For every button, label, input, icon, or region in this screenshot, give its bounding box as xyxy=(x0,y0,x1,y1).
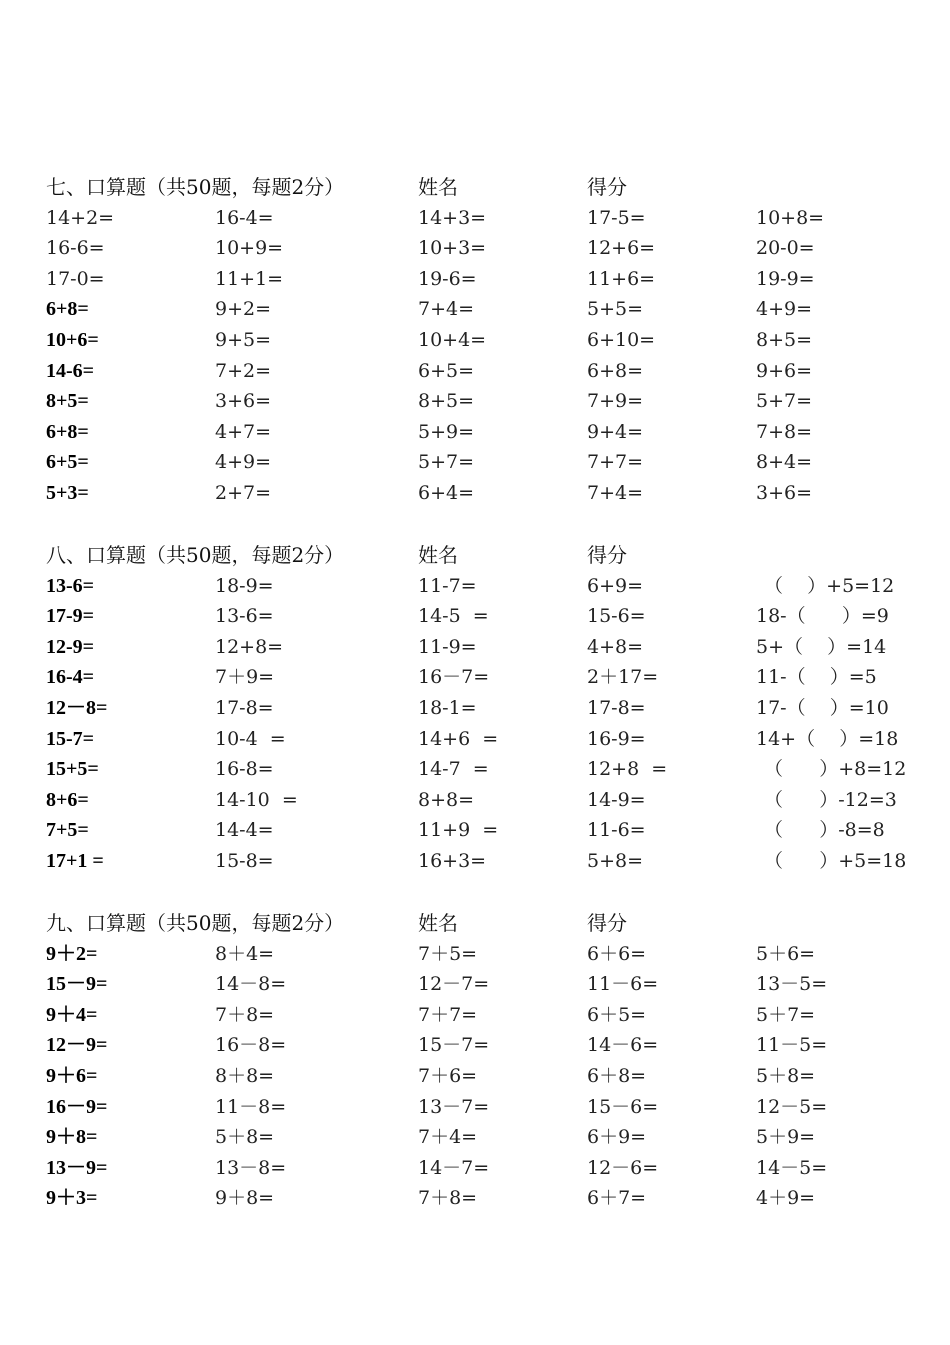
problem-cell: 16-4= xyxy=(46,666,95,689)
problem-cell: 17-8= xyxy=(587,696,646,719)
problem-cell: 5＋7= xyxy=(756,1003,816,1026)
problem-row xyxy=(0,386,950,417)
problem-cell: 8＋8= xyxy=(215,1064,275,1087)
problem-cell: 5＋8= xyxy=(215,1126,275,1149)
problem-cell: 8+5= xyxy=(756,328,813,351)
problem-row xyxy=(0,815,950,846)
score-label: 得分 xyxy=(587,543,627,567)
problem-cell: （ ）-12=3 xyxy=(764,788,897,811)
problem-cell: 2＋17= xyxy=(587,666,659,689)
problem-cell: 6+5= xyxy=(418,359,475,382)
problem-cell: 7＋8= xyxy=(215,1003,275,1026)
problem-cell: 17-9= xyxy=(46,605,95,628)
problem-cell: 6+9= xyxy=(587,574,644,597)
problem-cell: 13－8= xyxy=(215,1156,287,1179)
problem-cell: 12+8= xyxy=(215,635,284,658)
problem-cell: 14－7= xyxy=(418,1156,490,1179)
section-title: 九、口算题（共50题，每题2分） xyxy=(46,911,345,935)
problem-cell: 16-6= xyxy=(46,237,105,260)
problem-cell: 14-10 = xyxy=(215,788,298,811)
problem-row xyxy=(0,969,950,1000)
problem-cell: 11-9= xyxy=(418,635,477,658)
problem-cell: 11-6= xyxy=(587,819,646,842)
problem-cell: 15-8= xyxy=(215,849,274,872)
problem-cell: 5+3= xyxy=(46,481,89,504)
problem-cell: 5＋8= xyxy=(756,1064,816,1087)
problem-cell: 12－6= xyxy=(587,1156,659,1179)
problem-cell: 6+8= xyxy=(46,420,89,443)
problem-cell: 9+6= xyxy=(756,359,813,382)
problem-cell: 2+7= xyxy=(215,481,272,504)
problem-cell: 9＋6= xyxy=(46,1064,98,1087)
problem-cell: （ ）+5=18 xyxy=(764,849,907,872)
problem-row xyxy=(0,233,950,264)
problem-row xyxy=(0,724,950,755)
problem-cell: 12+8 = xyxy=(587,758,668,781)
problem-cell: 7＋4= xyxy=(418,1126,478,1149)
problem-cell: 18-（ ）=9 xyxy=(756,605,889,628)
problem-cell: 9+5= xyxy=(215,328,272,351)
problem-cell: 10+9= xyxy=(215,237,284,260)
problem-cell: 19-9= xyxy=(756,267,815,290)
problem-cell: 17+1 = xyxy=(46,849,104,872)
problem-row xyxy=(0,632,950,663)
problem-cell: 18-9= xyxy=(215,574,274,597)
problem-cell: 11+6= xyxy=(587,267,656,290)
problem-cell: 7+4= xyxy=(587,481,644,504)
problem-cell: （ ）-8=8 xyxy=(764,819,885,842)
problem-cell: 16－8= xyxy=(215,1034,287,1057)
problem-cell: 7+5= xyxy=(46,819,89,842)
problem-cell: 17-（ ）=10 xyxy=(756,696,889,719)
problem-row xyxy=(0,417,950,448)
problem-cell: 10+6= xyxy=(46,328,99,351)
problem-row xyxy=(0,294,950,325)
problem-cell: 9+2= xyxy=(215,298,272,321)
section-header xyxy=(0,172,950,203)
problem-row xyxy=(0,356,950,387)
problem-cell: 3+6= xyxy=(215,390,272,413)
section-8 xyxy=(0,540,950,877)
name-label: 姓名 xyxy=(418,543,458,567)
problem-cell: 11－5= xyxy=(756,1034,828,1057)
section-title: 七、口算题（共50题，每题2分） xyxy=(46,175,345,199)
problem-cell: 12－5= xyxy=(756,1095,828,1118)
problem-cell: 12－9= xyxy=(46,1034,108,1057)
problem-cell: 20-0= xyxy=(756,237,815,260)
problem-cell: 14+6 = xyxy=(418,727,499,750)
problem-cell: 3+6= xyxy=(756,481,813,504)
problem-cell: 16-9= xyxy=(587,727,646,750)
score-label: 得分 xyxy=(587,175,627,199)
problem-cell: 14－6= xyxy=(587,1034,659,1057)
problem-cell: 14+3= xyxy=(418,206,487,229)
problem-cell: 6＋5= xyxy=(587,1003,647,1026)
problem-row xyxy=(0,1030,950,1061)
problem-row xyxy=(0,325,950,356)
problem-cell: 6+8= xyxy=(46,298,89,321)
problem-cell: 12-9= xyxy=(46,635,95,658)
problem-cell: 7+8= xyxy=(756,420,813,443)
score-label: 得分 xyxy=(587,911,627,935)
section-header xyxy=(0,540,950,571)
problem-cell: 7+7= xyxy=(587,451,644,474)
problem-cell: 14-9= xyxy=(587,788,646,811)
problem-cell: 14+2= xyxy=(46,206,115,229)
problem-row xyxy=(0,1061,950,1092)
problem-cell: 6+10= xyxy=(587,328,656,351)
problem-cell: 12－7= xyxy=(418,973,490,996)
problem-row xyxy=(0,662,950,693)
problem-cell: 4+7= xyxy=(215,420,272,443)
problem-row xyxy=(0,601,950,632)
problem-cell: 7＋5= xyxy=(418,942,478,965)
problem-row xyxy=(0,264,950,295)
problem-cell: 16－7= xyxy=(418,666,490,689)
problem-row xyxy=(0,1122,950,1153)
problem-row xyxy=(0,447,950,478)
problem-cell: 7＋8= xyxy=(418,1187,478,1210)
problem-cell: 11-（ ）=5 xyxy=(756,666,877,689)
problem-cell: 8+5= xyxy=(418,390,475,413)
problem-cell: 8+6= xyxy=(46,788,89,811)
problem-cell: 7＋7= xyxy=(418,1003,478,1026)
problem-cell: 16－9= xyxy=(46,1095,108,1118)
problem-cell: 5＋9= xyxy=(756,1126,816,1149)
problem-row xyxy=(0,1092,950,1123)
problem-cell: 10+4= xyxy=(418,328,487,351)
name-label: 姓名 xyxy=(418,911,458,935)
problem-cell: 16-4= xyxy=(215,206,274,229)
section-7 xyxy=(0,172,950,509)
problem-row xyxy=(0,203,950,234)
problem-row xyxy=(0,939,950,970)
problem-cell: 9＋8= xyxy=(46,1126,98,1149)
problem-cell: 15－9= xyxy=(46,973,108,996)
problem-cell: 4+9= xyxy=(215,451,272,474)
problem-cell: 9＋4= xyxy=(46,1003,98,1026)
problem-cell: 9＋2= xyxy=(46,942,98,965)
problem-cell: 11+1= xyxy=(215,267,284,290)
section-9 xyxy=(0,908,950,1214)
problem-cell: 8＋4= xyxy=(215,942,275,965)
problem-row xyxy=(0,846,950,877)
problem-cell: 9＋3= xyxy=(46,1187,98,1210)
problem-row xyxy=(0,1153,950,1184)
problem-cell: 5+9= xyxy=(418,420,475,443)
problem-cell: 13－5= xyxy=(756,973,828,996)
problem-cell: 15+5= xyxy=(46,758,99,781)
problem-row xyxy=(0,693,950,724)
problem-cell: 6＋7= xyxy=(587,1187,647,1210)
problem-cell: 6＋8= xyxy=(587,1064,647,1087)
problem-cell: 4+8= xyxy=(587,635,644,658)
problem-cell: 13－9= xyxy=(46,1156,108,1179)
problem-cell: 15-6= xyxy=(587,605,646,628)
problem-cell: 5+7= xyxy=(756,390,813,413)
problem-cell: 10+3= xyxy=(418,237,487,260)
problem-cell: 5＋6= xyxy=(756,942,816,965)
problem-cell: （ ）+8=12 xyxy=(764,758,907,781)
problem-cell: 14-7 = xyxy=(418,758,489,781)
problem-cell: 11－8= xyxy=(215,1095,287,1118)
problem-row xyxy=(0,754,950,785)
problem-cell: 6+5= xyxy=(46,451,89,474)
problem-cell: 18-1= xyxy=(418,696,477,719)
problem-row xyxy=(0,785,950,816)
problem-cell: 15－7= xyxy=(418,1034,490,1057)
problem-cell: 4＋9= xyxy=(756,1187,816,1210)
problem-cell: 14-4= xyxy=(215,819,274,842)
problem-cell: 13-6= xyxy=(215,605,274,628)
problem-cell: 13－7= xyxy=(418,1095,490,1118)
problem-cell: 5+（ ）=14 xyxy=(756,635,887,658)
problem-cell: 14－5= xyxy=(756,1156,828,1179)
problem-cell: 14－8= xyxy=(215,973,287,996)
problem-cell: 11－6= xyxy=(587,973,659,996)
problem-cell: 7＋9= xyxy=(215,666,275,689)
problem-cell: 14-6= xyxy=(46,359,95,382)
problem-cell: 5+7= xyxy=(418,451,475,474)
problem-cell: 17-5= xyxy=(587,206,646,229)
problem-cell: 14+（ ）=18 xyxy=(756,727,899,750)
problem-cell: 10-4 = xyxy=(215,727,286,750)
problem-cell: 15-7= xyxy=(46,727,95,750)
problem-row xyxy=(0,478,950,509)
problem-cell: （ ）+5=12 xyxy=(764,574,895,597)
problem-cell: 10+8= xyxy=(756,206,825,229)
problem-cell: 8+8= xyxy=(418,788,475,811)
problem-cell: 16+3= xyxy=(418,849,487,872)
problem-cell: 7＋6= xyxy=(418,1064,478,1087)
problem-cell: 6＋9= xyxy=(587,1126,647,1149)
problem-cell: 19-6= xyxy=(418,267,477,290)
problem-cell: 11-7= xyxy=(418,574,477,597)
problem-cell: 9+4= xyxy=(587,420,644,443)
problem-cell: 6+8= xyxy=(587,359,644,382)
problem-cell: 7+9= xyxy=(587,390,644,413)
problem-cell: 12+6= xyxy=(587,237,656,260)
problem-cell: 7+4= xyxy=(418,298,475,321)
problem-cell: 13-6= xyxy=(46,574,95,597)
problem-cell: 5+5= xyxy=(587,298,644,321)
problem-cell: 4+9= xyxy=(756,298,813,321)
problem-cell: 5+8= xyxy=(587,849,644,872)
section-header xyxy=(0,908,950,939)
problem-cell: 12－8= xyxy=(46,696,108,719)
problem-cell: 8+4= xyxy=(756,451,813,474)
problem-row xyxy=(0,1000,950,1031)
problem-cell: 9＋8= xyxy=(215,1187,275,1210)
problem-cell: 17-0= xyxy=(46,267,105,290)
problem-cell: 16-8= xyxy=(215,758,274,781)
problem-cell: 17-8= xyxy=(215,696,274,719)
problem-cell: 11+9 = xyxy=(418,819,499,842)
problem-row xyxy=(0,1183,950,1214)
problem-cell: 6+4= xyxy=(418,481,475,504)
problem-row xyxy=(0,571,950,602)
problem-cell: 7+2= xyxy=(215,359,272,382)
problem-cell: 14-5 = xyxy=(418,605,489,628)
problem-cell: 8+5= xyxy=(46,390,89,413)
name-label: 姓名 xyxy=(418,175,458,199)
problem-cell: 15－6= xyxy=(587,1095,659,1118)
problem-cell: 6＋6= xyxy=(587,942,647,965)
section-title: 八、口算题（共50题，每题2分） xyxy=(46,543,345,567)
